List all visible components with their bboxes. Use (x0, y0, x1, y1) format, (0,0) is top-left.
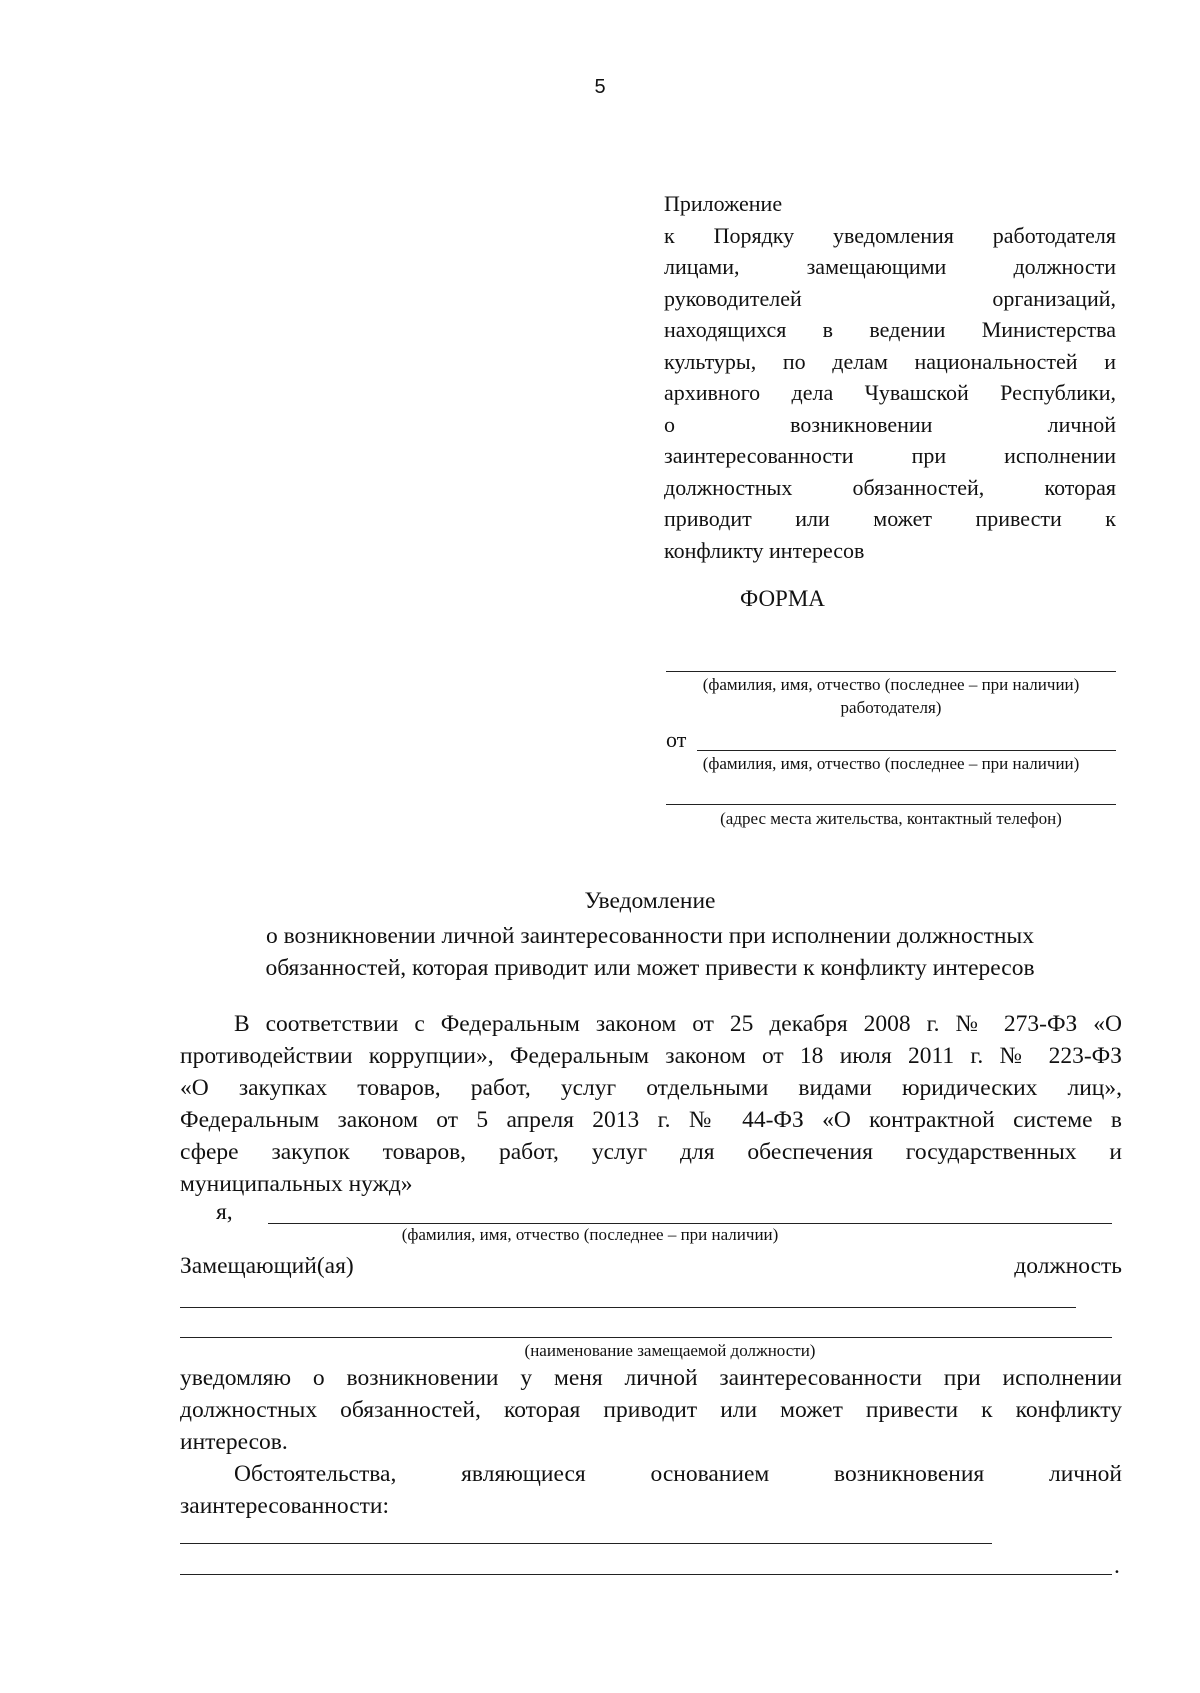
notice-subtitle: обязанностей, которая приводит или может привести к конфликту интересов (265, 955, 1035, 981)
appendix-line: архивного дела Чувашской Республики, (664, 380, 1116, 405)
appendix-line: находящихся в ведении Министерства (664, 317, 1116, 342)
position-label: должность (1014, 1253, 1122, 1279)
body-line: противодействии коррупции», Федеральным законом от 18 июля 2011 г. № 223-ФЗ (180, 1043, 1122, 1069)
position-line-2[interactable] (180, 1337, 1112, 1338)
appendix-line: лицами, замещающими должности (664, 254, 1116, 279)
appendix-line: приводит или может привести к (664, 506, 1116, 531)
circumstances-line-blank-2[interactable] (180, 1574, 1112, 1575)
body-line: должностных обязанностей, которая приводит или может привести к конфликту (180, 1397, 1122, 1423)
body-line: сфере закупок товаров, работ, услуг для обеспечения государственных и (180, 1139, 1122, 1165)
body-line: муниципальных нужд» (180, 1171, 413, 1197)
body-line: «О закупках товаров, работ, услуг отдельными видами юридических лиц», (180, 1075, 1122, 1101)
position-line-1[interactable] (180, 1307, 1076, 1308)
appendix-line: о возникновении личной (664, 411, 1116, 437)
notice-subtitle: о возникновении личной заинтересованности при исполнении должностных (266, 923, 1034, 949)
address-caption: (адрес места жительства, контактный телефон) (720, 809, 1062, 828)
appendix-line: культуры, по делам национальностей и (664, 348, 1116, 374)
full-name-caption: (фамилия, имя, отчество (последнее – при наличии) (401, 1225, 779, 1244)
employer-caption-2: работодателя) (840, 698, 942, 717)
appendix-line: должностных обязанностей, которая (664, 474, 1116, 500)
appendix-line: заинтересованности при исполнении (664, 443, 1116, 468)
appendix-line: Приложение (664, 191, 783, 216)
end-period: . (1114, 1553, 1120, 1579)
employer-name-line[interactable] (666, 671, 1116, 672)
body-line: В соответствии с Федеральным законом от 25 декабря 2008 г. № 273-ФЗ «О (234, 1011, 1122, 1037)
body-line: интересов. (180, 1429, 288, 1455)
circumstances-line-blank-1[interactable] (180, 1543, 992, 1544)
appendix-line: к Порядку уведомления работодателя (664, 222, 1116, 248)
position-caption: (наименование замещаемой должности) (524, 1341, 816, 1360)
sender-caption: (фамилия, имя, отчество (последнее – при наличии) (702, 754, 1080, 773)
notice-title: Уведомление (584, 888, 716, 914)
address-line[interactable] (666, 804, 1116, 805)
employer-caption-1: (фамилия, имя, отчество (последнее – при наличии) (702, 675, 1080, 694)
circumstances-line: Обстоятельства, являющиеся основанием возникновения личной (234, 1461, 1122, 1487)
occupying-label: Замещающий(ая) (180, 1253, 354, 1279)
page-number: 5 (594, 76, 606, 98)
body-paragraph (180, 1008, 1122, 1200)
appendix-line: руководителей организаций, (664, 285, 1116, 311)
from-label: от (666, 727, 687, 752)
circumstances-line: заинтересованности: (180, 1493, 390, 1519)
i-label: я, (216, 1199, 233, 1225)
body-line: уведомляю о возникновении у меня личной заинтересованности при исполнении (180, 1365, 1122, 1391)
form-label: ФОРМА (740, 586, 825, 611)
notify-paragraph (180, 1362, 1122, 1458)
appendix-line: конфликту интересов (664, 537, 865, 563)
sender-name-line[interactable] (697, 750, 1116, 751)
appendix-block (664, 188, 1116, 566)
body-line: Федеральным законом от 5 апреля 2013 г. № 44-ФЗ «О контрактной системе в (180, 1107, 1122, 1133)
